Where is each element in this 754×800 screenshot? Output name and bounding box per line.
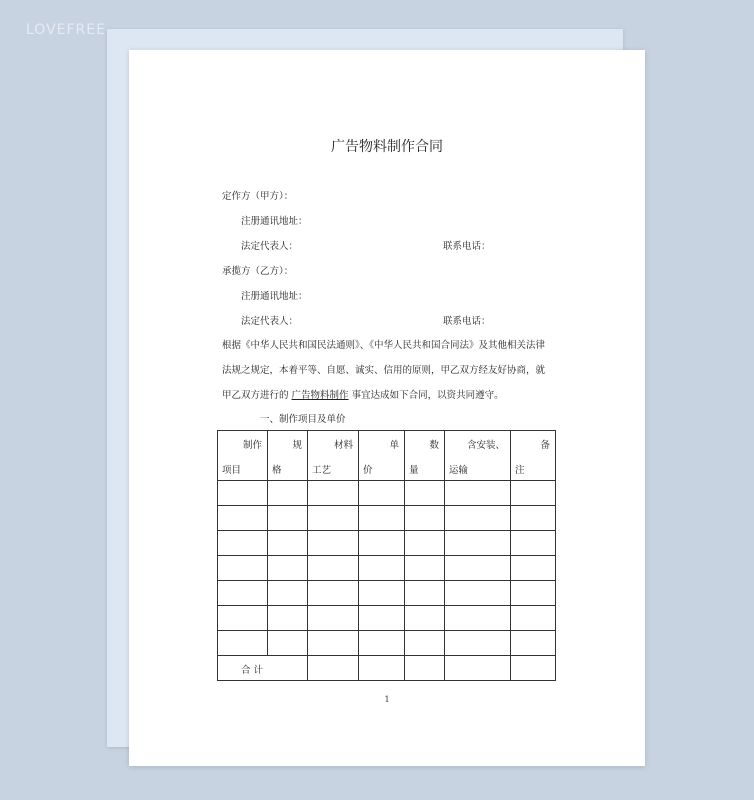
table-row bbox=[218, 631, 556, 656]
party-b-phone-label: 联系电话： bbox=[443, 316, 491, 327]
watermark: LOVEFREE bbox=[26, 22, 106, 38]
party-a-address-label: 注册通讯地址： bbox=[241, 216, 308, 227]
header-cell: 材料 工艺 bbox=[308, 431, 359, 481]
party-b-rep-label: 法定代表人： bbox=[241, 316, 299, 327]
table-row bbox=[218, 481, 556, 506]
contract-subject: 广告物料制作 bbox=[291, 390, 349, 401]
preamble-line-2: 法规之规定，本着平等、自愿、诚实、信用的原则，甲乙双方经友好协商，就 bbox=[222, 365, 546, 376]
header-cell: 含安装、 运输 bbox=[445, 431, 511, 481]
table-total-row bbox=[218, 656, 556, 681]
header-cell: 单 价 bbox=[359, 431, 405, 481]
header-cell: 制作 项目 bbox=[218, 431, 268, 481]
preamble-line-3 bbox=[222, 387, 504, 401]
table-header-row bbox=[218, 431, 556, 481]
party-a-label: 定作方（甲方）： bbox=[222, 191, 294, 202]
table-row bbox=[218, 556, 556, 581]
preamble-line-3-suffix: 事宜达成如下合同，以资共同遵守。 bbox=[351, 390, 504, 401]
items-table bbox=[217, 430, 556, 681]
preamble-line-3-prefix: 甲乙双方进行的 bbox=[222, 390, 289, 401]
party-a-phone-label: 联系电话： bbox=[443, 241, 491, 252]
header-cell: 数 量 bbox=[405, 431, 445, 481]
section-1-title: 一、制作项目及单价 bbox=[260, 414, 346, 425]
party-b-label: 承揽方（乙方）： bbox=[222, 266, 294, 277]
total-cell bbox=[218, 656, 308, 681]
header-cell: 备 注 bbox=[511, 431, 556, 481]
total-label: 合 计 bbox=[241, 665, 264, 676]
party-b-address-label: 注册通讯地址： bbox=[241, 291, 308, 302]
header-cell: 规 格 bbox=[268, 431, 308, 481]
document-title: 广告物料制作合同 bbox=[331, 139, 443, 155]
document-page bbox=[129, 50, 645, 766]
table-row bbox=[218, 606, 556, 631]
party-a-rep-label: 法定代表人： bbox=[241, 241, 299, 252]
table-row bbox=[218, 581, 556, 606]
table-row bbox=[218, 506, 556, 531]
page-number: 1 bbox=[384, 695, 390, 704]
table-row bbox=[218, 531, 556, 556]
preamble-line-1: 根据《中华人民共和国民法通则》、《中华人民共和国合同法》及其他相关法律 bbox=[222, 340, 546, 351]
